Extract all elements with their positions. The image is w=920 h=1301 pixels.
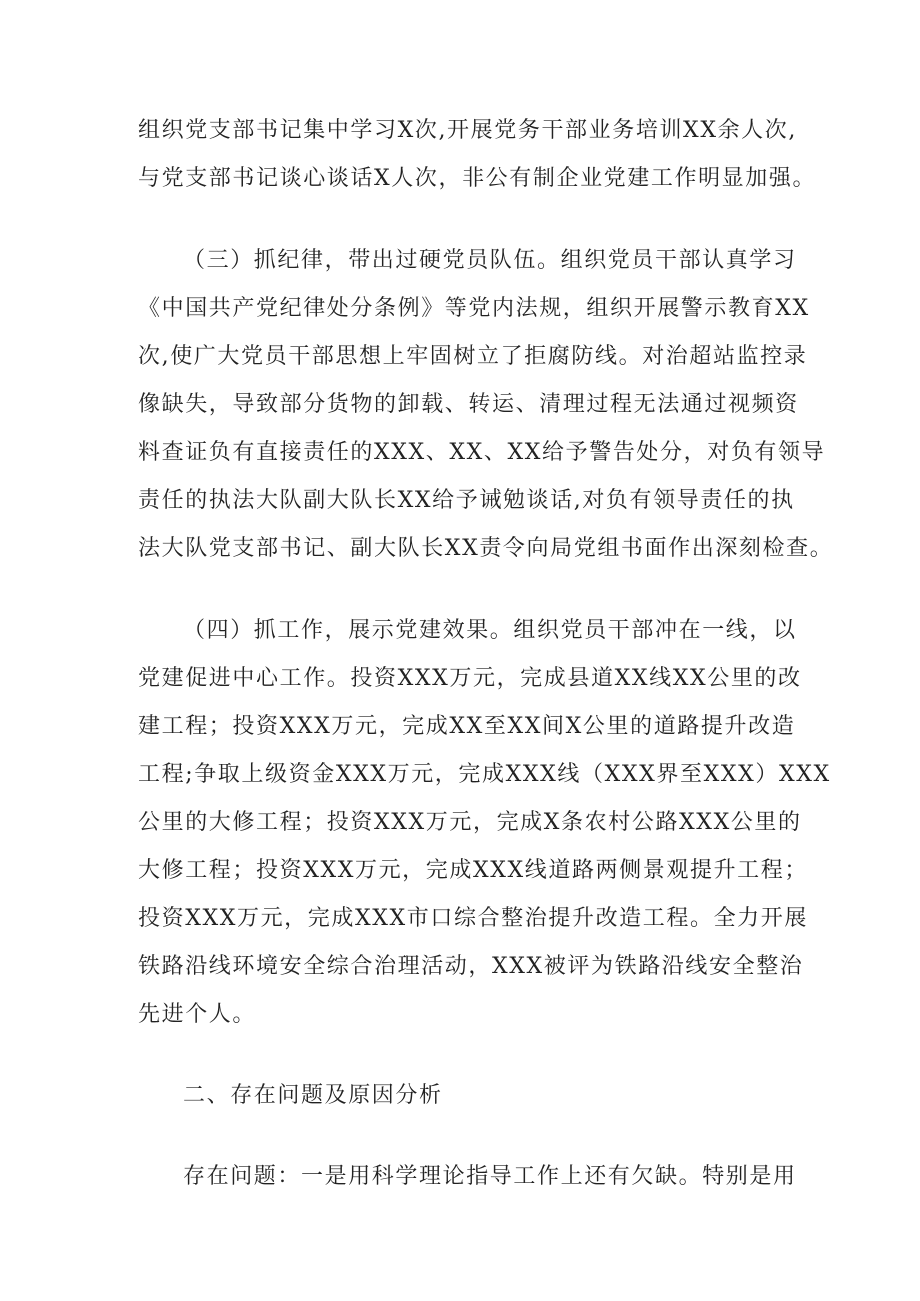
text-line: 料查证负有直接责任的XXX、XX、XX给予警告处分，对负有领导 — [138, 440, 826, 465]
text-line: 次,使广大党员干部思想上牢固树立了拒腐防线。对治超站监控录 — [138, 344, 808, 369]
text-line: 工程;争取上级资金XXX万元，完成XXX线（XXX界至XXX）XXX — [138, 762, 831, 787]
text-line: 先进个人。 — [138, 1002, 257, 1027]
text-line: 建工程；投资XXX万元，完成XX至XX间X公里的道路提升改造 — [138, 714, 796, 739]
text-line: 组织党支部书记集中学习X次,开展党务干部业务培训XX余人次, — [138, 118, 797, 143]
text-line: 像缺失，导致部分货物的卸载、转运、清理过程无法通过视频资 — [138, 392, 799, 417]
text-line: 大修工程；投资XXX万元，完成XXX线道路两侧景观提升工程； — [138, 858, 808, 883]
text-line: 法大队党支部书记、副大队长XX责令向局党组书面作出深刻检查。 — [138, 536, 834, 561]
text-line: 投资XXX万元，完成XXX市口综合整治提升改造工程。全力开展 — [138, 906, 808, 931]
text-line: （三）抓纪律，带出过硬党员队伍。组织党员干部认真学习 — [183, 248, 797, 273]
text-line: 存在问题：一是用科学理论指导工作上还有欠缺。特别是用 — [183, 1164, 797, 1189]
text-line: 与党支部书记谈心谈话X人次，非公有制企业党建工作明显加强。 — [138, 166, 817, 191]
text-line: 公里的大修工程；投资XXX万元，完成X条农村公路XXX公里的 — [138, 810, 802, 835]
text-line: （四）抓工作，展示党建效果。组织党员干部冲在一线，以 — [183, 618, 797, 643]
text-line: 铁路沿线环境安全综合治理活动，XXX被评为铁路沿线安全整治 — [138, 954, 804, 979]
text-line: 《中国共产党纪律处分条例》等党内法规，组织开展警示教育XX — [138, 296, 810, 321]
text-line: 党建促进中心工作。投资XXX万元，完成县道XX线XX公里的改 — [138, 666, 802, 691]
section-heading: 二、存在问题及原因分析 — [183, 1083, 443, 1108]
text-line: 责任的执法大队副大队长XX给予诫勉谈话,对负有领导责任的执 — [138, 488, 795, 513]
